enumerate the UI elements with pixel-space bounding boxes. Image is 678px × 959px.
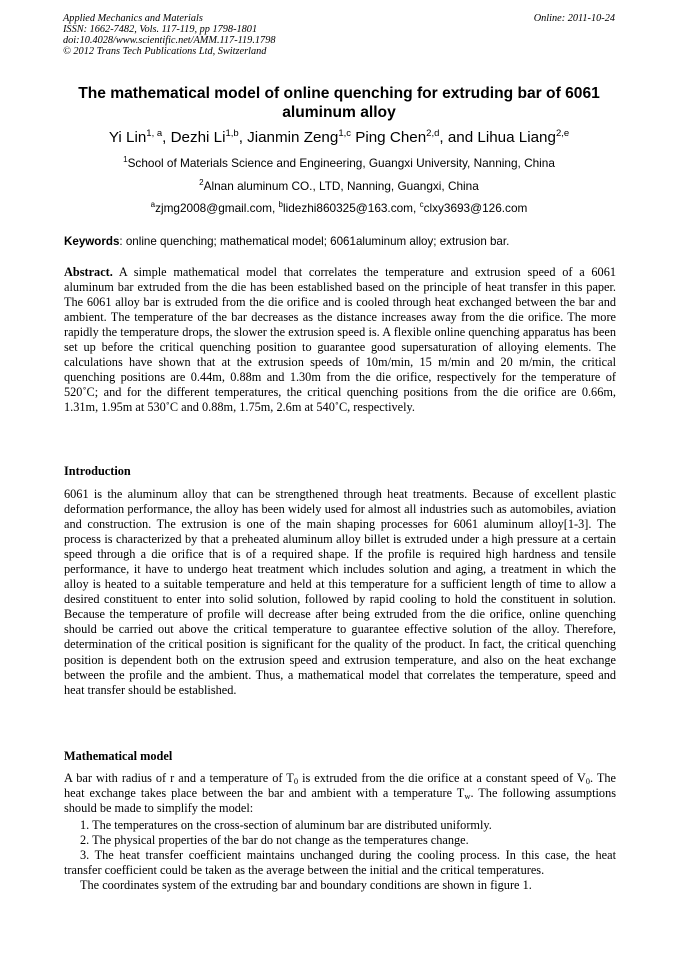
abstract-paragraph xyxy=(64,265,616,415)
email-line xyxy=(40,201,638,215)
author-name: Jianmin Zeng xyxy=(247,129,339,146)
list-item: 1. The temperatures on the cross-section of aluminum bar are distributed uniformly. xyxy=(80,818,492,832)
affiliation-2-text: Alnan aluminum CO., LTD, Nanning, Guangxi, China xyxy=(203,179,479,193)
author-superscript: 1,b xyxy=(225,128,239,139)
doi-line: doi:10.4028/www.scientific.net/AMM.117-119.1798 xyxy=(63,35,276,46)
author-name: Ping Chen xyxy=(355,129,427,146)
author-name: Lihua Liang xyxy=(477,129,556,146)
list-item: The coordinates system of the extruding bar and boundary conditions are shown in figure 1. xyxy=(80,878,532,893)
author-separator: , and xyxy=(439,129,478,146)
author-name: Yi Lin xyxy=(108,129,147,146)
email-b-superscript: b xyxy=(278,200,283,209)
assumption-list xyxy=(64,818,616,893)
author-separator: , xyxy=(238,129,248,146)
abstract-label: Abstract. xyxy=(64,265,113,279)
affiliation-2 xyxy=(40,179,638,193)
model-heading: Mathematical model xyxy=(64,749,173,763)
keywords-text: : online quenching; mathematical model; 6061aluminum alloy; extrusion bar. xyxy=(119,235,510,248)
author-superscript: 1, a xyxy=(146,128,163,139)
subscript-tw: w xyxy=(464,791,471,802)
list-item: 2. The physical properties of the bar do not change as the temperatures change. xyxy=(80,833,469,848)
model-text-part: is extruded from the die orifice at a constant speed of V xyxy=(298,771,586,785)
affiliation-1-text: School of Materials Science and Engineering, Guangxi University, Nanning, China xyxy=(127,156,555,170)
introduction-paragraph: 6061 is the aluminum alloy that can be strengthened through heat treatments. Because of excellent plastic deformation performance, the alloy has been widely used for almost all industries such as automobiles, aviation and construction. The extrusion is one of the main shaping processes for 6061 aluminum alloy[1-3]. The process is characterized by that a preheated aluminum alloy billet is extruded under a high pressure at a certain speed through a die orifice that is of a required shape. If the profile is required high hardness and tensile performance, it have to undergo heat treatment which includes solution and aging, a treatment in which the alloy is heated to a suitable temperature and held at this temperature for a sufficient length of time to allow a desired constituent to enter into solid solution, followed by rapid cooling to hold the constituent in solution. Because the temperature of profile will decrease after being extruded from the die orifice, online quenching should be carried out above the critical temperature to guarantee effective solution of the alloy. Therefore, determination of the critical position is significant for the quality of the product. In fact, the critical quenching position is dependent both on the extrusion speed and extrusion temperature, and also on the heat exchange between the profile and the ambient. Thus, a mathematical model that correlates the temperature, speed and heat transfer should be established. xyxy=(64,487,616,697)
affiliation-1 xyxy=(40,156,638,170)
model-text-part: . The heat exchange takes place between the bar and ambient with a temperature T xyxy=(64,771,617,801)
affiliation-1-superscript: 1 xyxy=(123,155,128,164)
author-list xyxy=(40,128,638,148)
author-separator: , xyxy=(162,129,171,146)
affiliation-2-superscript: 2 xyxy=(199,178,204,187)
author-superscript: 1,c xyxy=(338,128,351,139)
model-text-part: A bar with radius of r and a temperature of T xyxy=(64,771,294,785)
model-paragraph xyxy=(64,771,616,816)
subscript-v0: 0 xyxy=(585,776,591,786)
list-item: 3. The heat transfer coefficient maintains unchanged during the cooling process. In this case, the heat transfer coefficient could be taken as the average between the initial and the critical temperatures. xyxy=(64,848,616,878)
keywords-label: Keywords xyxy=(64,235,120,248)
subscript-t0: 0 xyxy=(293,776,299,786)
email-c-superscript: c xyxy=(419,200,424,209)
author-superscript: 2,e xyxy=(555,128,570,139)
author-name: Dezhi Li xyxy=(170,129,226,146)
email-b[interactable]: lidezhi860325@163.com, xyxy=(282,201,420,215)
journal-header xyxy=(63,13,615,57)
email-c[interactable]: clxy3693@126.com xyxy=(423,201,528,215)
introduction-heading: Introduction xyxy=(64,464,131,478)
issn-line: ISSN: 1662-7482, Vols. 117-119, pp 1798-1801 xyxy=(63,24,258,35)
author-superscript: 2,d xyxy=(426,128,440,139)
online-date: Online: 2011-10-24 xyxy=(533,13,615,24)
journal-name: Applied Mechanics and Materials xyxy=(63,13,203,24)
email-a[interactable]: zjmg2008@gmail.com, xyxy=(155,201,279,215)
paper-title: The mathematical model of online quenching for extruding bar of 6061 aluminum alloy xyxy=(78,85,600,121)
model-text-part: . The following assumptions should be made to simplify the model: xyxy=(64,786,616,816)
keywords-line xyxy=(64,235,616,249)
abstract-text: A simple mathematical model that correlates the temperature and extrusion speed of a 6061 aluminum bar extruded from the die has been established based on the principle of heat transfer in this paper. The 6061 alloy bar is extruded from the die orifice and is cooled through heat exchanged between the bar and ambient. The temperature of the bar decreases as the distance increases away from the die orifice. The more rapidly the temperature drops, the slower the extrusion speed is. A flexible online quenching apparatus has been set up before the critical quenching position to guarantee good supersaturation of alloying elements. The calculations have shown that at the extrusion speeds of 10m/min, 15 m/min and 20 m/min, the critical quenching positions are 0.44m, 0.88m and 1.30m from the die orifice, respectively for the temperature of 520˚C; and for the different temperatures, the critical quenching positions from the die orifice are 0.66m, 1.31m, 1.95m at 530˚C and 0.88m, 1.75m, 2.6m at 540˚C, respectively. xyxy=(64,265,616,415)
email-a-superscript: a xyxy=(150,200,156,209)
copyright-line: © 2012 Trans Tech Publications Ltd, Switzerland xyxy=(63,46,267,57)
